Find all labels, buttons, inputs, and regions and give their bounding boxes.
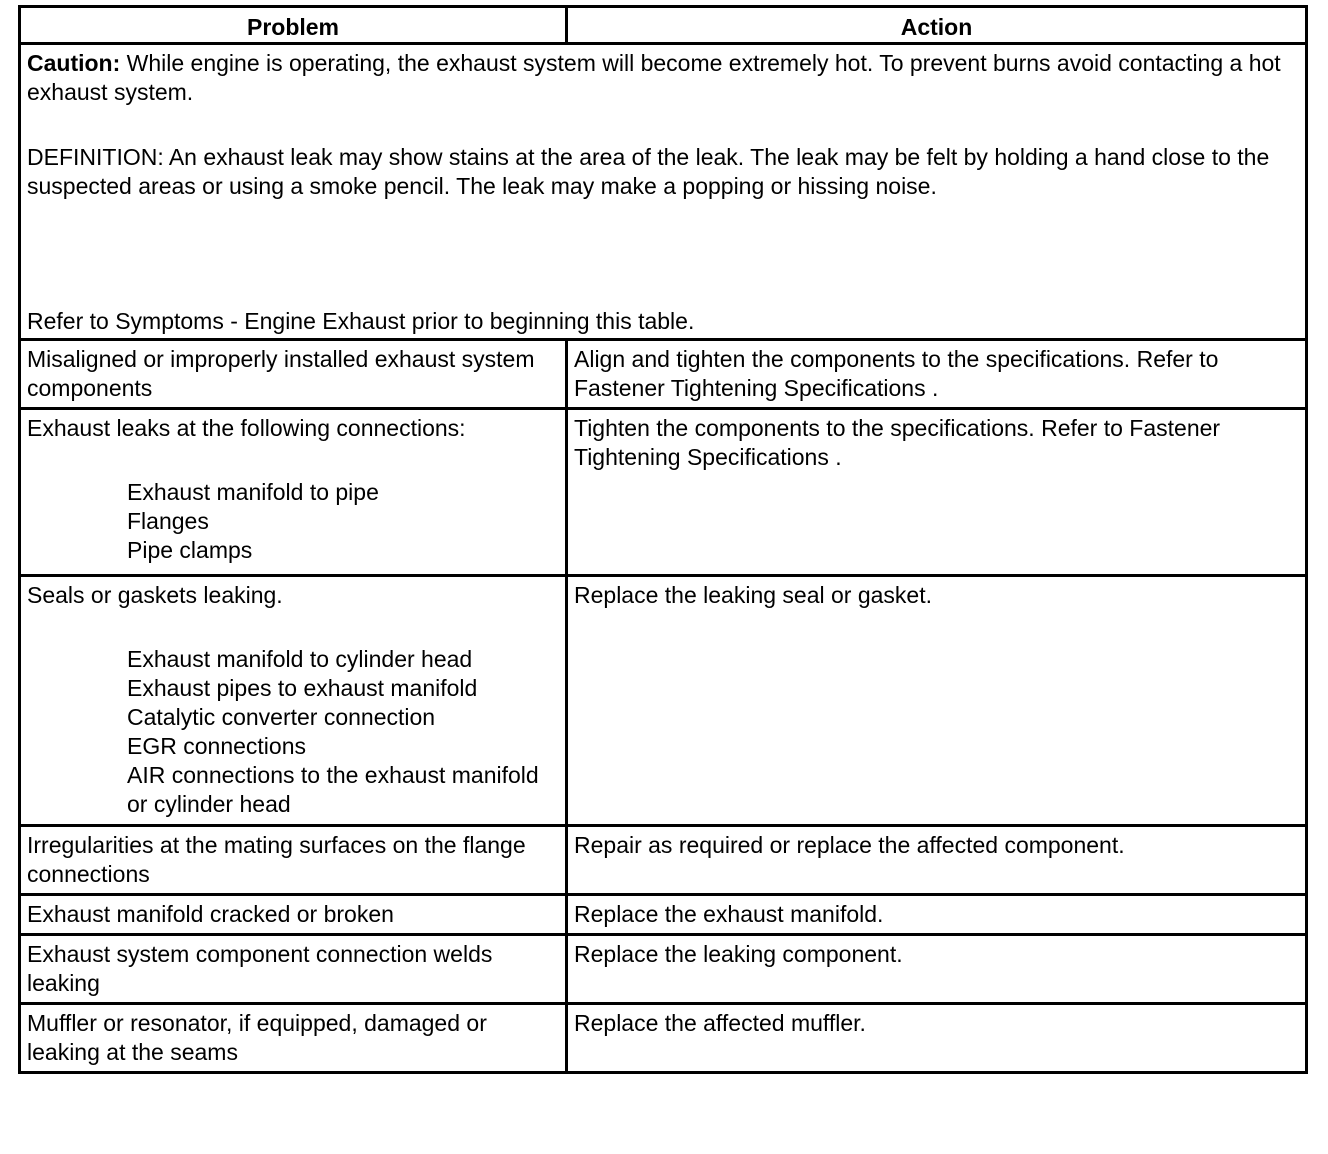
problem-cell: Irregularities at the mating surfaces on the flange connections	[20, 826, 567, 895]
table-row	[20, 409, 1307, 576]
table-row	[20, 826, 1307, 895]
list-item: AIR connections to the exhaust manifold or cylinder head	[127, 762, 539, 817]
table-row	[20, 895, 1307, 935]
list-item: Flanges	[127, 508, 209, 534]
table-row	[20, 340, 1307, 409]
list-item: Pipe clamps	[127, 537, 253, 563]
action-cell: Replace the exhaust manifold.	[567, 895, 1307, 935]
list-item: Exhaust pipes to exhaust manifold	[127, 675, 478, 701]
diagnostic-table	[18, 5, 1308, 1074]
definition-text: DEFINITION: An exhaust leak may show stains at the area of the leak. The leak may be felt by holding a hand close to the suspected areas or using a smoke pencil. The leak may make a popping or hissing noise.	[27, 144, 1270, 199]
list-item: Catalytic converter connection	[127, 704, 436, 730]
action-cell: Replace the leaking component.	[567, 935, 1307, 1004]
action-cell: Replace the affected muffler.	[567, 1004, 1307, 1073]
header-row	[20, 7, 1307, 44]
caution-text: While engine is operating, the exhaust system will become extremely hot. To prevent burns avoid contacting a hot exhaust system.	[27, 50, 1281, 105]
problem-cell: Exhaust system component connection welds leaking	[20, 935, 567, 1004]
problem-cell: Muffler or resonator, if equipped, damaged or leaking at the seams	[20, 1004, 567, 1073]
connection-list	[27, 478, 559, 565]
caution-label: Caution:	[27, 50, 121, 76]
list-item: EGR connections	[127, 733, 306, 759]
problem-text: Exhaust leaks at the following connections:	[27, 415, 466, 441]
caution-note	[27, 49, 1299, 107]
reference-text: Refer to Symptoms - Engine Exhaust prior to beginning this table.	[27, 308, 695, 334]
intro-row	[20, 44, 1307, 340]
problem-column-header: Problem	[20, 7, 567, 44]
problem-cell: Misaligned or improperly installed exhaust system components	[20, 340, 567, 409]
problem-cell: Exhaust manifold cracked or broken	[20, 895, 567, 935]
problem-text: Seals or gaskets leaking.	[27, 582, 283, 608]
table-row	[20, 935, 1307, 1004]
list-item: Exhaust manifold to cylinder head	[127, 646, 473, 672]
action-cell: Tighten the components to the specifications. Refer to Fastener Tightening Specifications .	[567, 409, 1307, 576]
list-item: Exhaust manifold to pipe	[127, 479, 379, 505]
action-cell: Repair as required or replace the affected component.	[567, 826, 1307, 895]
table-row	[20, 1004, 1307, 1073]
intro-cell	[20, 44, 1307, 340]
action-column-header: Action	[567, 7, 1307, 44]
seal-list	[27, 645, 559, 819]
problem-cell	[20, 409, 567, 576]
action-cell: Align and tighten the components to the specifications. Refer to Fastener Tightening Specifications .	[567, 340, 1307, 409]
problem-cell	[20, 576, 567, 826]
action-cell: Replace the leaking seal or gasket.	[567, 576, 1307, 826]
table-row	[20, 576, 1307, 826]
